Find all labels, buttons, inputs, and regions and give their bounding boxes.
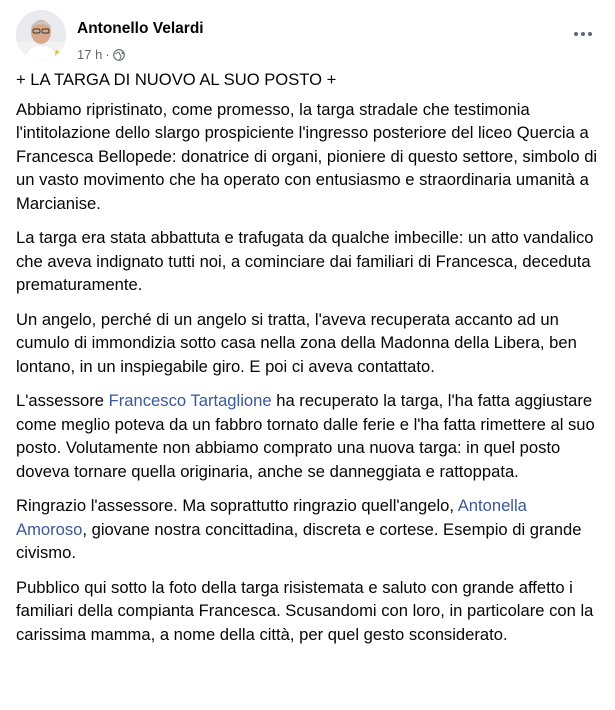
globe-icon[interactable] [113,49,125,61]
paragraph-2: La targa era stata abbattuta e trafugata da qualche imbecille: un atto vandalico che aveva indignato tutti noi, a cominciare dai familiari di Francesca, deceduta prematuramente. [16,228,594,294]
mention-francesco-tartaglione[interactable]: Francesco Tartaglione [108,391,272,410]
avatar-image [16,10,66,60]
paragraph-4-text-start: L'assessore [16,391,109,410]
post-meta [77,47,125,62]
author-name[interactable]: Antonello Velardi [77,20,204,37]
paragraph-4-text-end: ha recuperato la targa, l'ha fatta aggiustare come meglio poteva da un fabbro tornato dalle ferie e l'ha fatta rimettere al suo posto. Volutamente non abbiamo comprato una nuova targa: in quel posto doveva tornare quella originaria, anche se danneggiata e rattoppata. [16,391,595,481]
mention-antonella-amoroso[interactable]: Antonella Amoroso [16,496,527,539]
post-timestamp[interactable]: 17 h [77,47,103,62]
paragraph-5-text-end: , giovane nostra concittadina, discreta e cortese. Esempio di grande civismo. [16,519,582,562]
paragraph-6: Pubblico qui sotto la foto della targa risistemata e saluto con grande affetto i familiari della compianta Francesca. Scusandomi con loro, in particolare con la carissima mamma, a nome della città, per quel gesto sconsiderato. [16,577,594,644]
avatar[interactable] [16,10,66,60]
more-options-icon[interactable] [569,24,597,44]
paragraph-1: Abbiamo ripristinato, come promesso, la targa stradale che testimonia l'intitolazione dello slargo prospiciente l'ingresso posteriore del liceo Quercia a Francesca Bellopede: donatrice di organi, pioniere di questo settore, simbolo di un vasto movimento che ha operato con entusiasmo e straordinaria umanità a Marcianise. [16,99,598,213]
paragraph-5 [16,494,601,565]
post-header [16,10,599,62]
post-body [16,68,601,657]
paragraph-4 [16,389,601,483]
paragraph-3: Un angelo, perché di un angelo si tratta, l'aveva recuperata accanto ad un cumulo di immondizia sotto casa nella zona della Madonna della Libera, ben lontano, in un inspiegabile giro. E poi ci aveva contattato. [16,309,577,376]
paragraph-5-text-start: Ringrazio l'assessore. Ma soprattutto ringrazio quell'angelo, [16,496,458,515]
meta-separator: · [105,47,110,62]
post-title: + LA TARGA DI NUOVO AL SUO POSTO + [16,70,337,89]
